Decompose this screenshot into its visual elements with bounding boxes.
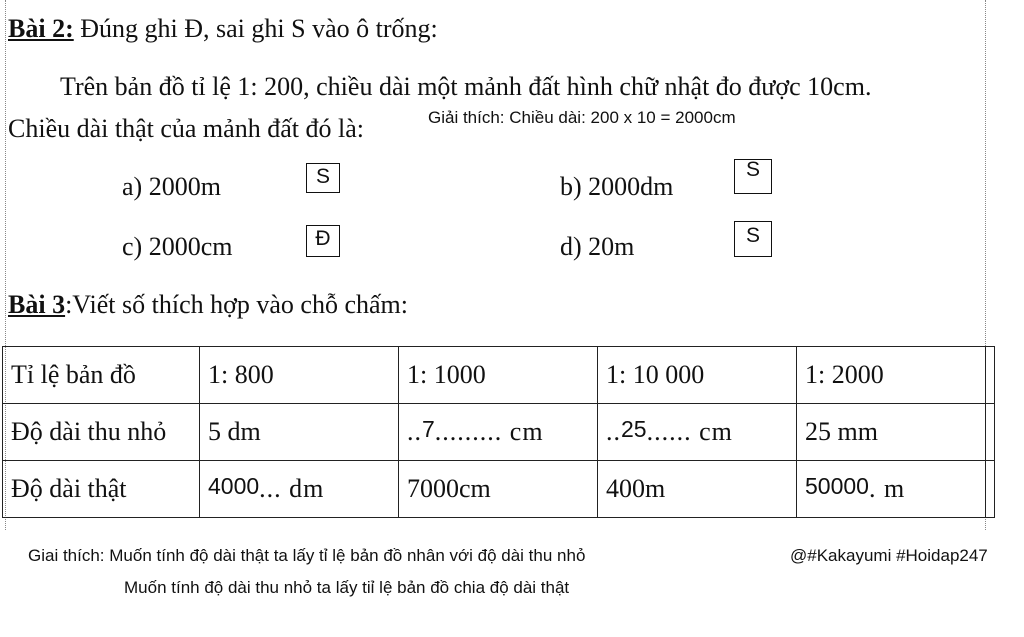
table-edge-cell (986, 461, 995, 518)
table-cell: Tỉ lệ bản đồ (3, 347, 200, 404)
table-cell: 1: 10 000 (598, 347, 797, 404)
table-row (3, 347, 995, 404)
option-d-answer-box[interactable]: S (734, 221, 772, 257)
handwritten-answer: 4000 (208, 473, 260, 499)
table-cell (399, 404, 598, 461)
bai2-heading: Bài 2: (8, 14, 74, 43)
table-row (3, 461, 995, 518)
handwritten-answer: 25 (621, 416, 647, 442)
table-row (3, 404, 995, 461)
dots: .. (606, 417, 621, 446)
handwritten-answer: 7 (422, 416, 435, 442)
table-cell: 1: 800 (200, 347, 399, 404)
table-cell: 1: 2000 (797, 347, 986, 404)
bai2-instruction: Đúng ghi Đ, sai ghi S vào ô trống: (73, 14, 438, 43)
footer-credit: @#Kakayumi #Hoidap247 (790, 546, 988, 565)
option-b-answer-box[interactable]: S (734, 159, 772, 194)
table-edge-cell (986, 404, 995, 461)
bai2-problem-line1: Trên bản đồ tỉ lệ 1: 200, chiều dài một mảnh đất hình chữ nhật đo được 10cm. (60, 72, 872, 101)
bai3-heading: Bài 3 (8, 290, 66, 319)
dots: .. (407, 417, 422, 446)
table-cell: 25 mm (797, 404, 986, 461)
dots: ...... cm (646, 417, 733, 446)
dots: ... dm (259, 474, 325, 503)
scale-table (2, 346, 995, 518)
table-cell: 5 dm (200, 404, 399, 461)
option-a-answer-box[interactable]: S (306, 163, 340, 193)
fill-in-answer[interactable] (422, 417, 435, 447)
bai3-instruction: :Viết số thích hợp vào chỗ chấm: (65, 290, 408, 319)
option-c-answer-box[interactable]: Đ (306, 225, 340, 257)
fill-in-answer[interactable] (805, 474, 869, 504)
table-cell: Độ dài thật (3, 461, 200, 518)
option-a-label: a) 2000m (122, 172, 221, 201)
table-edge-cell (986, 347, 995, 404)
bai2-title (8, 14, 438, 44)
footer-explanation-line1: Giai thích: Muốn tính độ dài thật ta lấy tỉ lệ bản đồ nhân với độ dài thu nhỏ (28, 546, 586, 565)
fill-in-answer[interactable] (621, 417, 647, 447)
option-c-label: c) 2000cm (122, 232, 233, 261)
dots: ......... cm (434, 417, 544, 446)
table-cell: 7000cm (399, 461, 598, 518)
footer-explanation-line2: Muốn tính độ dài thu nhỏ ta lấy tiỉ lệ bản đồ chia độ dài thật (124, 578, 570, 597)
dots: . m (868, 474, 906, 503)
bai2-explanation: Giải thích: Chiều dài: 200 x 10 = 2000cm (428, 108, 736, 127)
table-cell: Độ dài thu nhỏ (3, 404, 200, 461)
table-cell (598, 404, 797, 461)
option-d-label: d) 20m (560, 232, 635, 261)
bai2-problem-line2: Chiều dài thật của mảnh đất đó là: (8, 114, 364, 143)
option-b-label: b) 2000dm (560, 172, 674, 201)
bai3-title (8, 290, 408, 320)
table-cell (797, 461, 986, 518)
handwritten-answer: 50000 (805, 473, 869, 499)
table-cell (200, 461, 399, 518)
table-cell: 400m (598, 461, 797, 518)
table-cell: 1: 1000 (399, 347, 598, 404)
fill-in-answer[interactable] (208, 474, 259, 504)
